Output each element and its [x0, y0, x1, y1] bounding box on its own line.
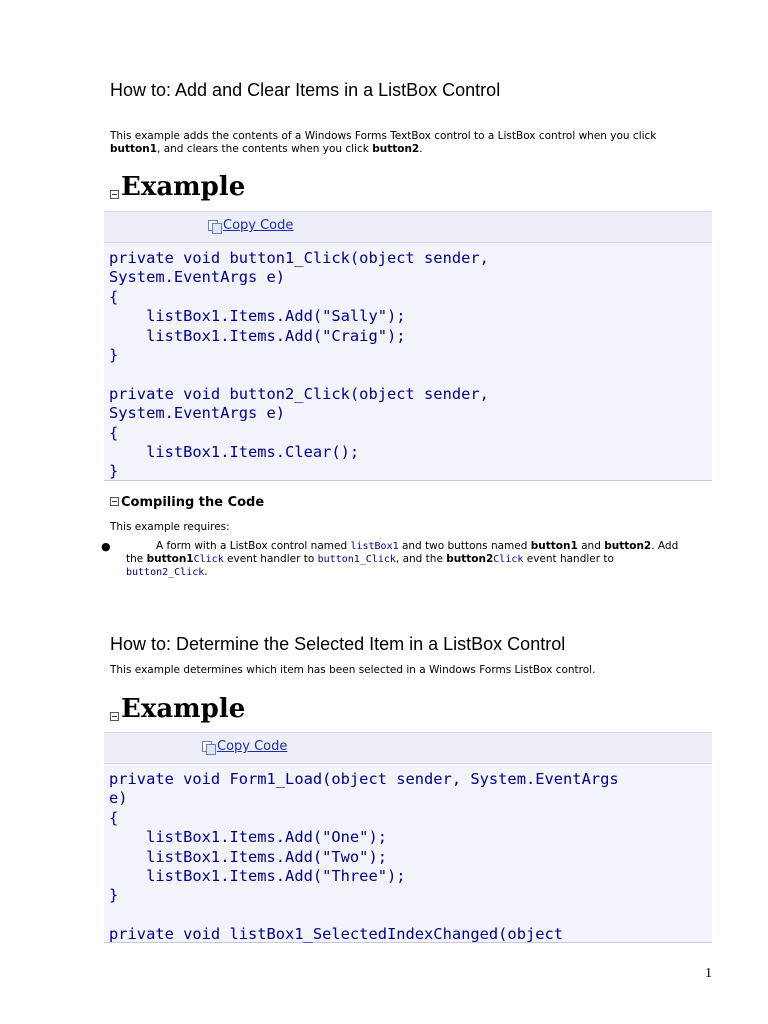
code-line: { [109, 423, 119, 442]
code-text [104, 764, 712, 945]
collapse-icon[interactable] [110, 497, 119, 506]
code-line: { [109, 808, 119, 827]
section1-title: How to: Add and Clear Items in a ListBox Control [110, 80, 501, 100]
code-line: } [109, 346, 119, 365]
collapse-icon[interactable] [110, 190, 119, 199]
code-line: { [109, 287, 119, 306]
code-line: } [109, 886, 119, 905]
code-line: e) [109, 789, 128, 808]
section1-example-heading[interactable]: Example [110, 172, 245, 202]
section1-code-block [104, 211, 712, 481]
code-line: listBox1.Items.Add("Craig"); [146, 326, 406, 345]
collapse-icon[interactable] [110, 712, 119, 721]
code-line: listBox1.Items.Add("One"); [146, 828, 387, 847]
bullet-icon: ● [101, 540, 111, 553]
compiling-heading[interactable]: Compiling the Code [110, 495, 264, 510]
code-toolbar [104, 733, 712, 764]
section1-intro: This example adds the contents of a Windows Forms TextBox control to a ListBox control when you click button1, and clears the contents when you click button2. [110, 130, 657, 155]
code-line: private void Form1_Load(object sender, System.EventArgs [109, 770, 619, 788]
requires-text: This example requires: [110, 521, 230, 533]
code-line: private void listBox1_SelectedIndexChanged(object [109, 925, 564, 944]
section2-title: How to: Determine the Selected Item in a ListBox Control [110, 634, 566, 654]
code-line: listBox1.Items.Add("Two"); [146, 847, 387, 866]
copy-icon [208, 220, 222, 232]
section2-intro: This example determines which item has been selected in a Windows Forms ListBox control. [110, 664, 596, 676]
code-line: private void button1_Click(object sender, [109, 249, 489, 267]
section2-code-block [104, 732, 712, 943]
copy-icon [202, 741, 216, 753]
code-toolbar [104, 212, 712, 243]
code-line: private void button2_Click(object sender, [109, 384, 489, 403]
code-text [104, 243, 712, 482]
code-line: System.EventArgs e) [109, 404, 286, 423]
code-line: listBox1.Items.Add("Three"); [146, 867, 406, 886]
code-line: listBox1.Items.Clear(); [146, 443, 360, 462]
code-line: } [109, 462, 119, 481]
section2-example-heading[interactable]: Example [110, 694, 245, 724]
code-line: System.EventArgs e) [109, 268, 286, 287]
page-number: 1 [705, 966, 712, 981]
copy-code-link[interactable]: Copy Code [202, 739, 287, 754]
copy-code-link[interactable]: Copy Code [208, 218, 293, 233]
code-line: listBox1.Items.Add("Sally"); [146, 307, 406, 326]
requirement-item: A form with a ListBox control named listBox1 and two buttons named button1 and button2. Add the button1Click event handler to button1_Click, and the button2Click event handler to button2_Click. [126, 540, 679, 578]
